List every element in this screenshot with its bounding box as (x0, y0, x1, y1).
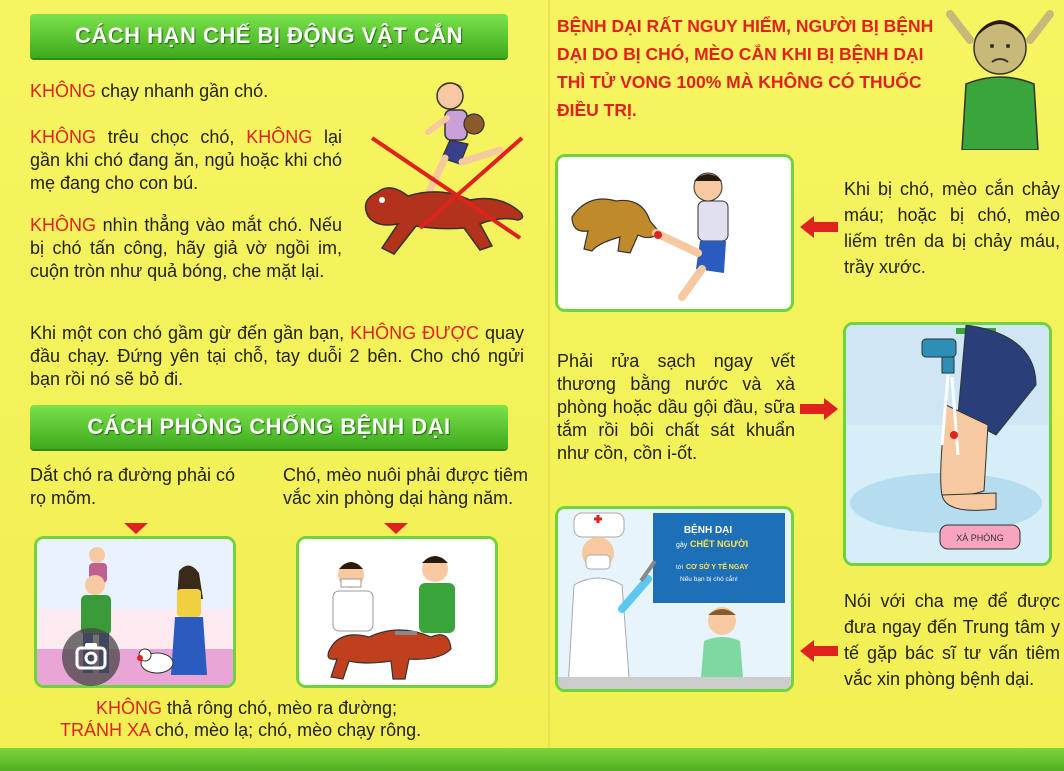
running-boy-dog-illustration (350, 78, 540, 278)
tip-no-eye-contact-text: nhìn thẳng vào mắt chó. Nếu bị chó tấn công, hãy giả vờ ngồi im, cuộn tròn như quả bóng, che mặt lại. (30, 215, 342, 281)
banner-limit-bites: CÁCH HẠN CHẾ BỊ ĐỘNG VẬT CẮN (30, 14, 508, 58)
down-arrow-icon (124, 523, 148, 534)
tip-no-free-roaming-red: KHÔNG (96, 698, 163, 718)
soap-label: XÀ PHÒNG (956, 533, 1004, 543)
rabies-warning: BỆNH DẠI RẤT NGUY HIỂM, NGƯỜI BỊ BỆNH DẠI DO BỊ CHÓ, MÈO CẮN KHI BỊ BỆNH DẠI THÌ TỬ VONG 100% MÀ KHÔNG CÓ THUỐC ĐIỀU TRỊ. (557, 16, 934, 120)
tip-stay-away-red: TRÁNH XA (60, 720, 151, 740)
poster-clinic: CƠ SỞ Y TẾ NGAY (686, 564, 749, 571)
down-arrow-icon (384, 523, 408, 534)
poster-death: CHẾT NGƯỜI (690, 539, 749, 549)
tip-vaccinate-pets: Chó, mèo nuôi phải được tiêm vắc xin phòng dại hàng năm. (283, 465, 528, 508)
tip-dont-turn-run-start: Khi một con chó gầm gừ đến gần bạn, (30, 323, 351, 343)
tip-no-teasing-red1: KHÔNG (30, 127, 97, 147)
left-arrow-icon (800, 216, 838, 238)
dog-bite-illustration (558, 157, 791, 309)
step-wash-wound: Phải rửa sạch ngay vết thương bằng nước và xà phòng hoặc dầu gội đầu, sữa tắm rồi bôi chất sát khuẩn như cồn, cồn i-ốt. (557, 351, 795, 463)
wash-wound-panel (843, 322, 1052, 566)
column-divider (548, 0, 550, 750)
poster-title: BỆNH DẠI (683, 525, 733, 536)
vaccinate-dog-illustration (299, 539, 495, 685)
tip-dont-turn-run-red: KHÔNG ĐƯỢC (350, 323, 479, 343)
tip-no-eye-contact-red: KHÔNG (30, 215, 97, 235)
dog-bite-panel (555, 154, 794, 312)
tip-no-running-text: chạy nhanh gần chó. (96, 81, 269, 101)
sick-man-illustration (940, 0, 1060, 150)
tip-no-free-roaming (96, 697, 496, 720)
tip-stay-away-text: chó, mèo lạ; chó, mèo chạy rông. (150, 720, 422, 740)
left-arrow-icon-2 (800, 640, 838, 662)
tip-no-free-roaming-text: thả rông chó, mèo ra đường; (162, 698, 397, 718)
tip-dont-turn-run-text: quay đầu chạy. Đứng yên tại chỗ, tay duỗi 2 bên. Cho chó ngửi bạn rồi nó sẽ bỏ đi. (30, 323, 525, 389)
tip-muzzle: Dắt chó ra đường phải có rọ mõm. (30, 465, 235, 508)
tip-dont-turn-run (30, 322, 524, 391)
camera-icon[interactable] (62, 628, 120, 686)
tip-no-teasing-mid: trêu chọc chó, (96, 127, 247, 147)
poster-if-bitten: Nếu bạn bị chó cắn! (680, 576, 738, 583)
bottom-bar (0, 748, 1064, 771)
step-bitten: Khi bị chó, mèo cắn chảy máu; hoặc bị chó, mèo liếm trên da bị chảy máu, trầy xước. (844, 179, 1060, 277)
tip-stay-away (60, 719, 500, 742)
wash-wound-illustration (846, 325, 1049, 563)
tip-no-teasing (30, 126, 342, 195)
doctor-poster-panel (555, 506, 794, 692)
tip-no-eye-contact (30, 214, 342, 283)
step-see-doctor: Nói với cha mẹ để được đưa ngay đến Trung tâm y tế gặp bác sĩ tư vấn tiêm vắc xin phòng bệnh dại. (844, 591, 1060, 689)
right-arrow-icon (800, 398, 838, 420)
tip-no-teasing-red2: KHÔNG (246, 127, 313, 147)
vaccinate-dog-panel (296, 536, 498, 688)
doctor-poster-illustration (558, 509, 791, 689)
tip-no-running (30, 80, 350, 103)
tip-no-running-red: KHÔNG (30, 81, 97, 101)
banner-prevent-rabies: CÁCH PHÒNG CHỐNG BỆNH DẠI (30, 405, 508, 449)
poster-gay: gây (676, 542, 688, 549)
tip-no-teasing-text: lại gần khi chó đang ăn, ngủ hoặc khi chó mẹ đang cho con bú. (30, 127, 342, 193)
poster-toi: tới (676, 565, 683, 571)
